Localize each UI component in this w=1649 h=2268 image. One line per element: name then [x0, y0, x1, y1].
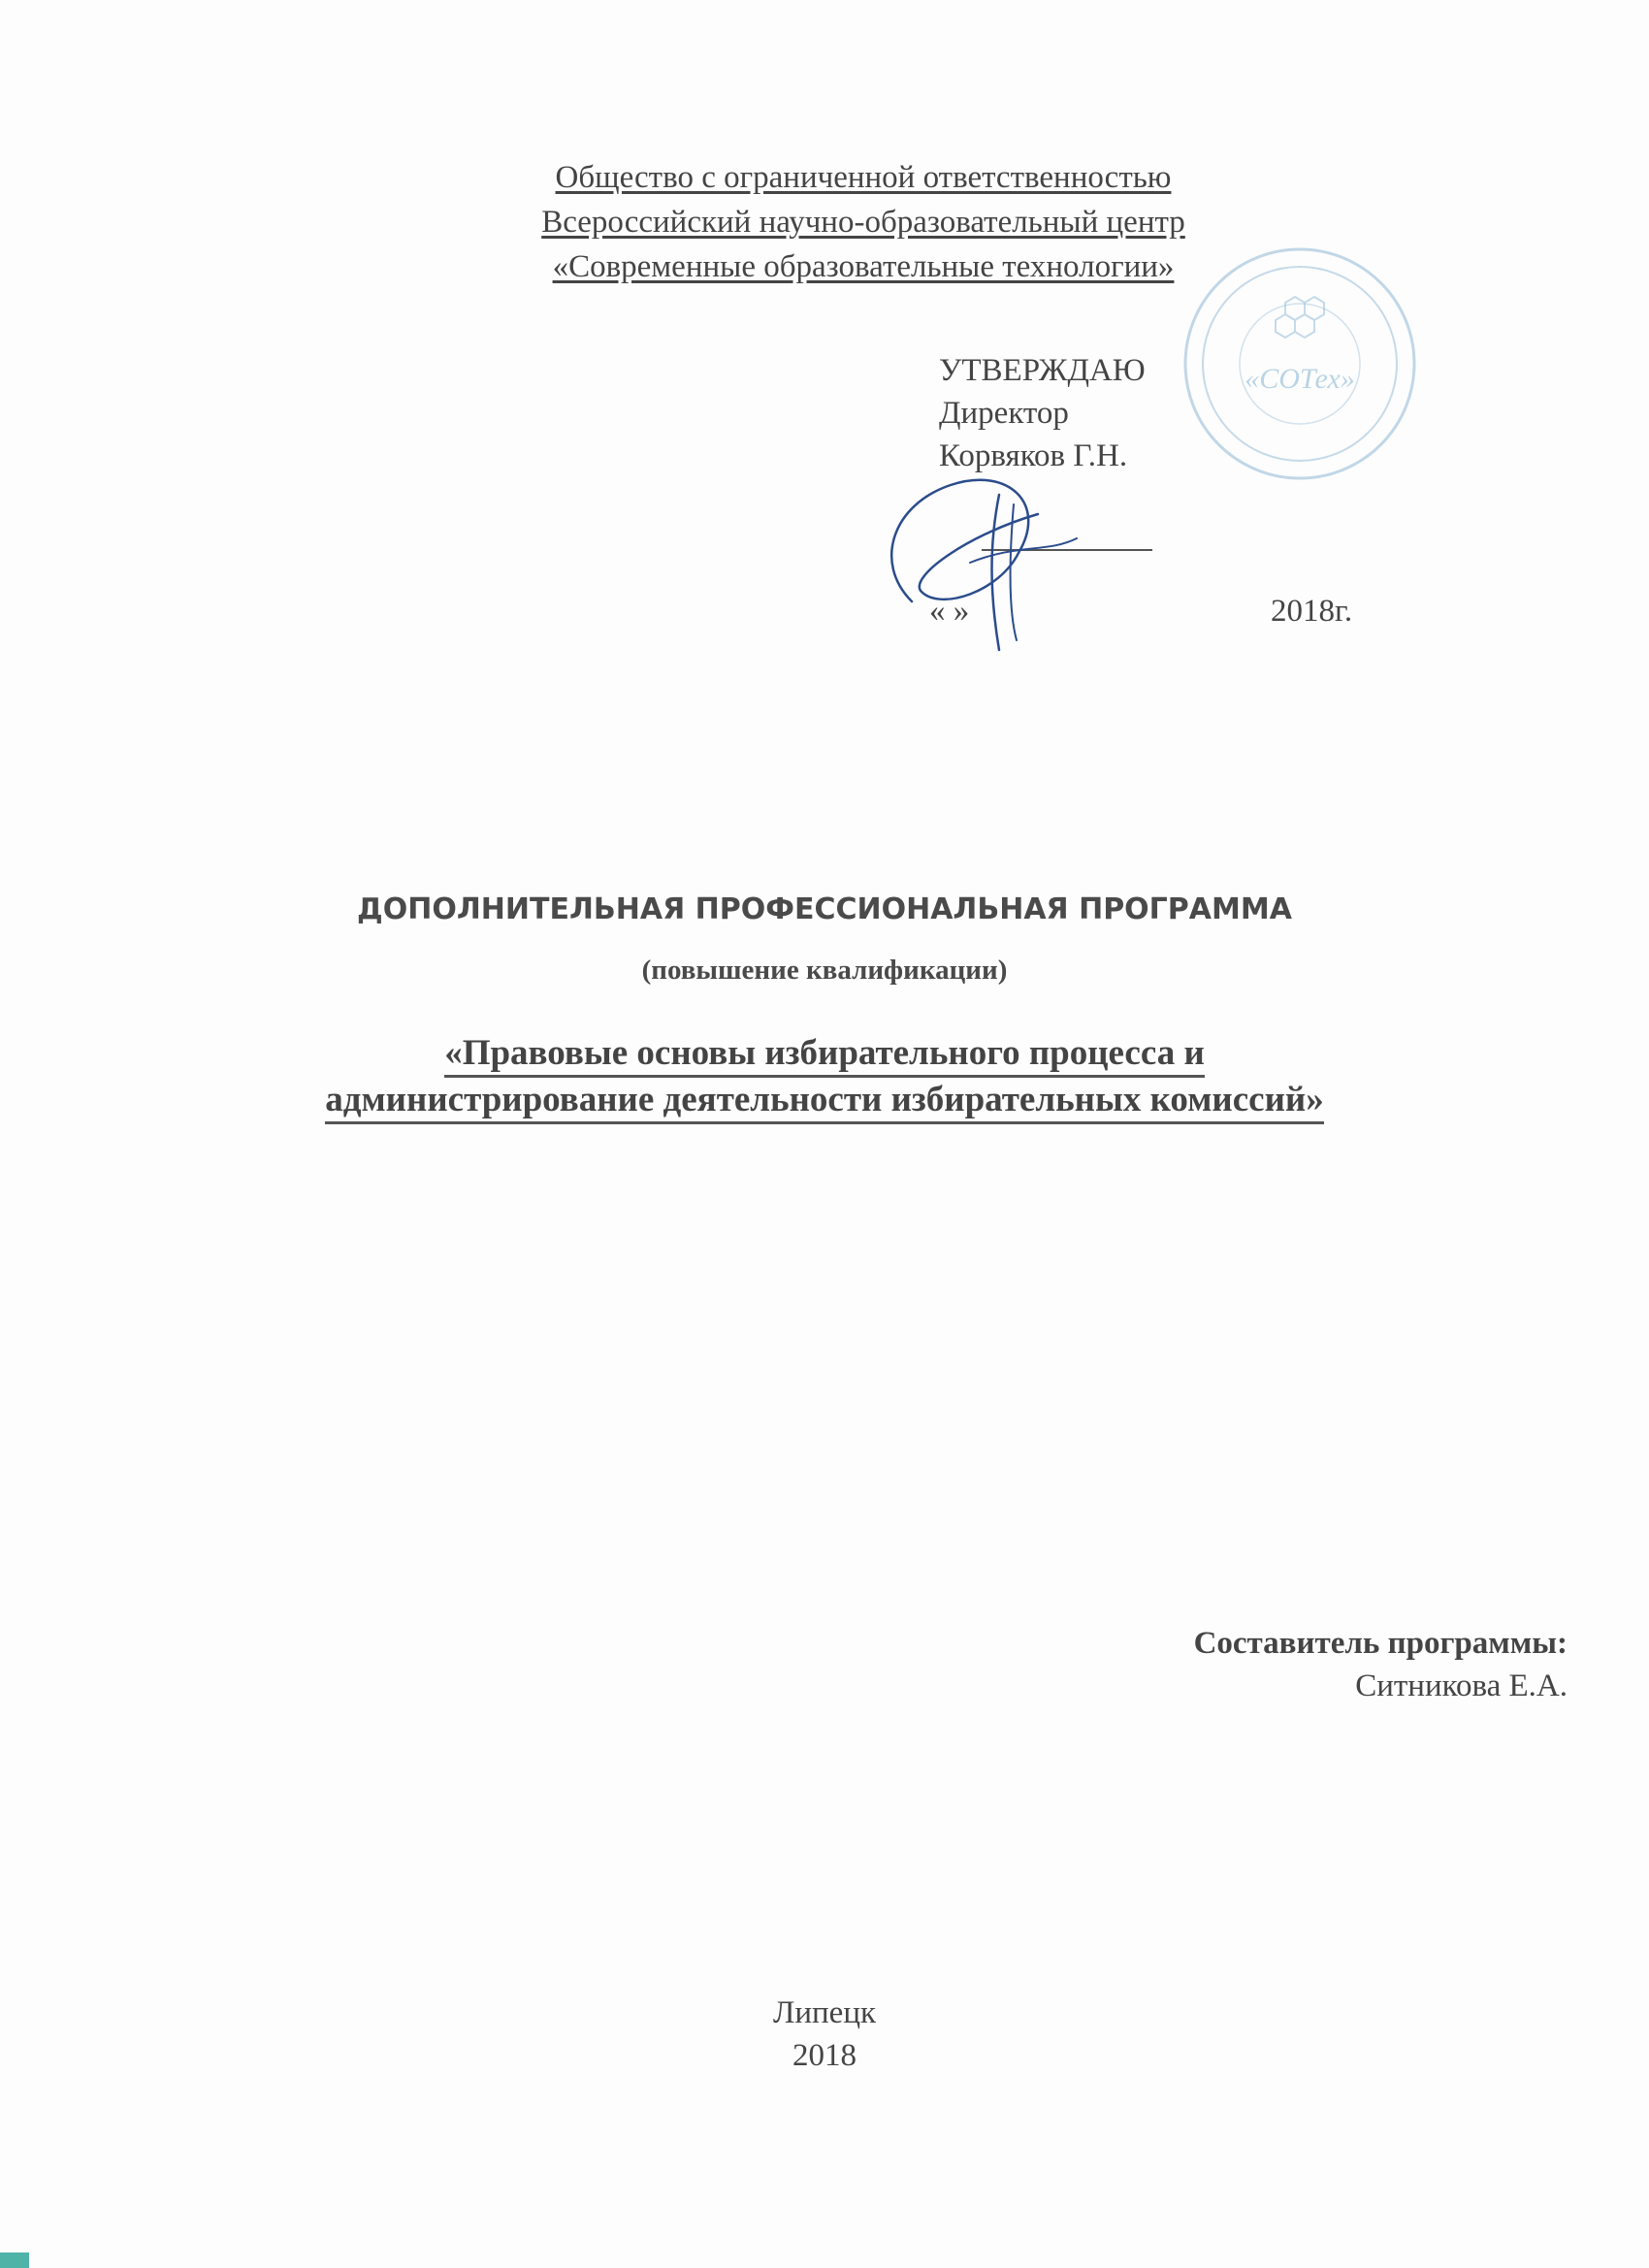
composer-name: Ситникова Е.А.: [1355, 1669, 1568, 1703]
program-subtitle: (повышение квалификации): [641, 955, 1008, 986]
stamp-center-text: «СОТех»: [1245, 363, 1355, 395]
footer-year: 2018: [792, 2038, 857, 2073]
approver-name: Корвяков Г.Н.: [939, 438, 1128, 473]
org-line-2: Всероссийский научно-образовательный центр: [541, 205, 1185, 240]
approver-position: Директор: [939, 396, 1069, 431]
composer-label: Составитель программы:: [1193, 1626, 1568, 1661]
org-line-1: Общество с ограниченной ответственностью: [555, 160, 1172, 195]
company-stamp: [1179, 243, 1421, 485]
approve-word: УТВЕРЖДАЮ: [939, 353, 1146, 388]
organization-header: [504, 155, 1222, 289]
handwritten-signature: [854, 446, 1174, 660]
date-quotes: « »: [929, 594, 970, 629]
scan-corner-mark: [0, 2252, 29, 2268]
program-name: [281, 1030, 1368, 1123]
composer-block: [1194, 1622, 1568, 1707]
program-name-line-1: «Правовые основы избирательного процесса и: [444, 1033, 1205, 1078]
org-line-3: «Современные образовательные технологии»: [552, 249, 1175, 284]
date-year: 2018г.: [1271, 594, 1353, 629]
city-name: Липецк: [772, 1995, 877, 2030]
program-name-line-2: администрирование деятельности избирательных комиссий»: [325, 1080, 1323, 1124]
program-title: ДОПОЛНИТЕЛЬНАЯ ПРОФЕССИОНАЛЬНАЯ ПРОГРАММА: [357, 892, 1292, 926]
place-and-year: [679, 1992, 970, 2077]
